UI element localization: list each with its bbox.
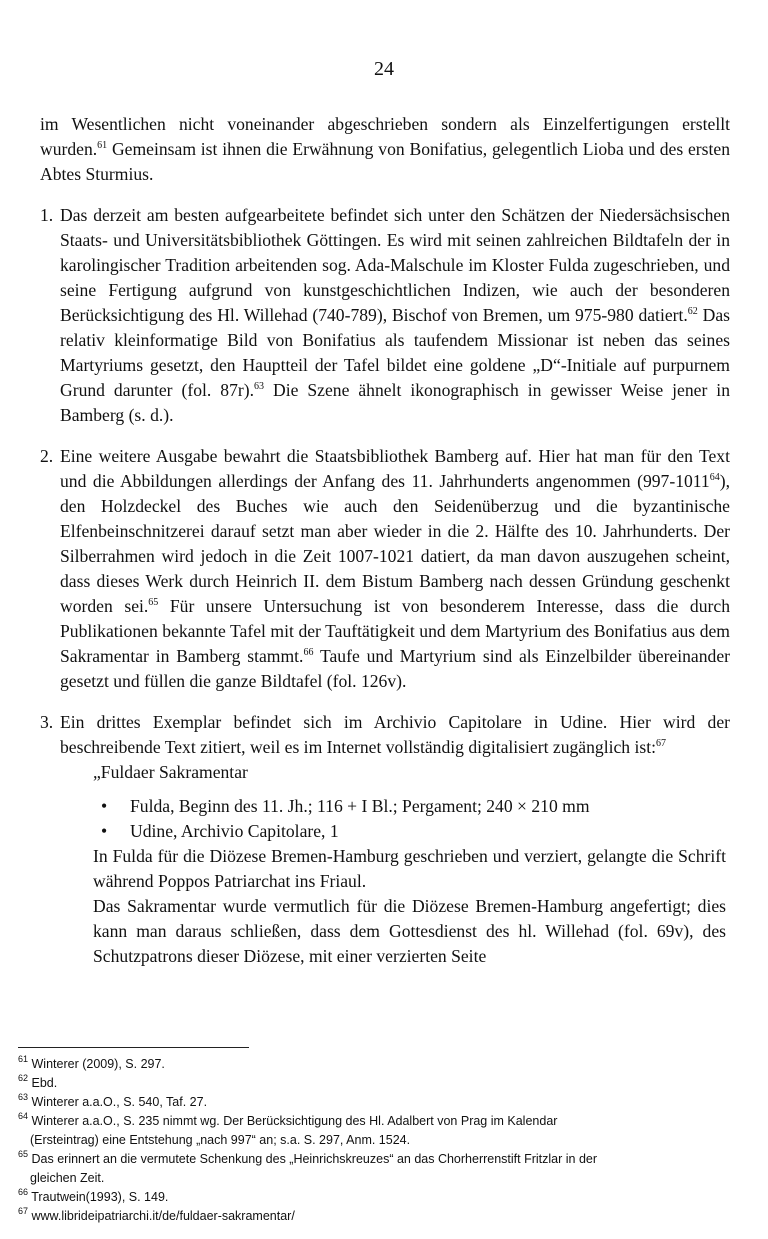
list-item-text — [60, 710, 730, 760]
footnote-ref-64[interactable]: 64 — [709, 472, 720, 483]
footnote-number: 67 — [18, 1206, 29, 1216]
footnote-ref-67[interactable]: 67 — [655, 738, 666, 749]
footnote-ref-66[interactable]: 66 — [303, 647, 314, 658]
footnote-66 — [18, 1188, 718, 1207]
footnote-text: Winterer a.a.O., S. 540, Taf. 27. — [31, 1095, 208, 1109]
text-segment: ), den Holzdeckel des Buches wie auch den Seidenüberzug und die byzantinische Elfenbeinschnitzerei darauf setzt man aber wieder in die 2. Hälfte des 10. Jahrhunderts. Der Silberrahmen wird jedoch in die Zeit 1007-1021 datiert, da man davon auszugehen scheint, dass dieses Werk durch Heinrich II. dem Bistum Bamberg nach dessen Gründung geschenkt worden sei. — [60, 471, 730, 616]
quote-paragraph-2: Das Sakramentar wurde vermutlich für die Diözese Bremen-Hamburg angefertigt; dies kann man daraus schließen, dass dem Gottesdienst des hl. Willehad (fol. 69v), des Schutzpatrons dieser Diözese, mit einer verzierten Seite — [93, 896, 726, 966]
list-item-3 — [40, 710, 730, 760]
footnote-67 — [18, 1207, 718, 1226]
list-number: 1. — [40, 205, 54, 225]
footnote-61 — [18, 1055, 718, 1074]
footnote-65-continued: gleichen Zeit. — [30, 1171, 105, 1185]
footnote-text: Trautwein(1993), S. 149. — [31, 1190, 169, 1204]
footnote-ref-65[interactable]: 65 — [148, 597, 159, 608]
text-segment: Das derzeit am besten aufgearbeitete befindet sich unter den Schätzen der Niedersächsischen Staats- und Universitätsbibliothek Göttingen. Es wird mit seinen zahlreichen Bildtafeln der in karolingischer Tradition arbeitenden sog. Ada-Malschule im Kloster Fulda zugeschrieben, und seine Fertigung aufgrund von kunstgeschichtlichen Indizen, wie auch der besonderen Berücksichtigung des Hl. Willehad (740-789), Bischof von Bremen, um 975-980 datiert. — [60, 205, 730, 325]
footnote-ref-62[interactable]: 62 — [687, 306, 698, 317]
main-text — [40, 112, 730, 969]
footnote-ref-63[interactable]: 63 — [254, 381, 265, 392]
footnote-64-continued: (Ersteintrag) eine Entstehung „nach 997“ an; s.a. S. 297, Anm. 1524. — [30, 1133, 411, 1147]
footnote-63 — [18, 1093, 718, 1112]
list-item-text — [60, 203, 730, 428]
footnote-number: 61 — [18, 1054, 29, 1064]
quote-paragraph-1: In Fulda für die Diözese Bremen-Hamburg geschrieben und verziert, gelangte die Schrift während Poppos Patriarchat ins Friaul. — [93, 846, 726, 891]
footnote-number: 65 — [18, 1149, 29, 1159]
footnotes — [18, 1055, 718, 1226]
text-segment: Eine weitere Ausgabe bewahrt die Staatsbibliothek Bamberg auf. Hier hat man für den Text und die Abbildungen allerdings der Anfang des 11. Jahrhunderts angenommen (997-1011 — [60, 446, 730, 491]
bullet-text: Udine, Archivio Capitolare, 1 — [130, 821, 339, 841]
text-segment: Die Szene ähnelt ikonographisch in gewisser Weise jener in Bamberg (s. d.). — [60, 380, 730, 425]
list-number: 2. — [40, 446, 54, 466]
bullet-icon: • — [101, 821, 108, 841]
text-segment: Das relativ kleinformatige Bild von Bonifatius als taufendem Missionar ist neben das seines Martyriums gesetzt, den Hauptteil der Tafel bildet eine goldene „D“-Initiale auf purpurnem Grund darunter (fol. 87r). — [60, 305, 730, 400]
list-number: 3. — [40, 712, 54, 732]
footnote-separator — [18, 1047, 249, 1048]
text-segment: Für unsere Untersuchung ist von besonderem Interesse, dass die durch Publikationen bekannte Tafel mit der Tauftätigkeit und dem Martyrium des Bonifatius aus dem Sakramentar in Bamberg stammt. — [60, 596, 730, 666]
text-segment: Taufe und Martyrium sind als Einzelbilder übereinander gesetzt und füllen die ganze Bildtafel (fol. 126v). — [60, 646, 730, 691]
page-number: 24 — [374, 58, 394, 80]
footnote-number: 63 — [18, 1092, 29, 1102]
intro-text-b: Gemeinsam ist ihnen die Erwähnung von Bonifatius, gelegentlich Lioba und des ersten Abtes Sturmius. — [40, 139, 730, 184]
intro-text-a: im Wesentlichen nicht voneinander abgeschrieben sondern als Einzelfertigungen erstellt wurden. — [40, 114, 730, 159]
bullet-item — [93, 794, 726, 819]
footnote-text: Winterer (2009), S. 297. — [31, 1057, 165, 1071]
footnote-text: Ebd. — [31, 1076, 58, 1090]
footnote-number: 62 — [18, 1073, 29, 1083]
intro-paragraph — [40, 112, 730, 187]
bullet-item — [93, 819, 726, 844]
bullet-icon: • — [101, 796, 108, 816]
list-item-2 — [40, 444, 730, 694]
bullet-text: Fulda, Beginn des 11. Jh.; 116 + I Bl.; Pergament; 240 × 210 mm — [130, 796, 590, 816]
list-item-1 — [40, 203, 730, 428]
footnote-text: Das erinnert an die vermutete Schenkung des „Heinrichskreuzes“ an das Chorherrenstift Fritzlar in der — [31, 1152, 598, 1166]
footnote-number: 66 — [18, 1187, 29, 1197]
footnote-65 — [18, 1150, 718, 1169]
footnote-number: 64 — [18, 1111, 29, 1121]
list-item-text — [60, 444, 730, 694]
quote-title: „Fuldaer Sakramentar — [93, 762, 248, 782]
footnote-ref-61[interactable]: 61 — [97, 140, 108, 151]
footnote-text: Winterer a.a.O., S. 235 nimmt wg. Der Berücksichtigung des Hl. Adalbert von Prag im Kalendar — [31, 1114, 558, 1128]
footnote-62 — [18, 1074, 718, 1093]
block-quote — [93, 760, 726, 969]
footnote-link[interactable]: www.librideipatriarchi.it/de/fuldaer-sakramentar/ — [31, 1209, 295, 1223]
text-segment: Ein drittes Exemplar befindet sich im Archivio Capitolare in Udine. Hier wird der beschreibende Text zitiert, weil es im Internet vollständig digitalisiert zugänglich ist: — [60, 712, 730, 757]
footnote-64 — [18, 1112, 718, 1131]
